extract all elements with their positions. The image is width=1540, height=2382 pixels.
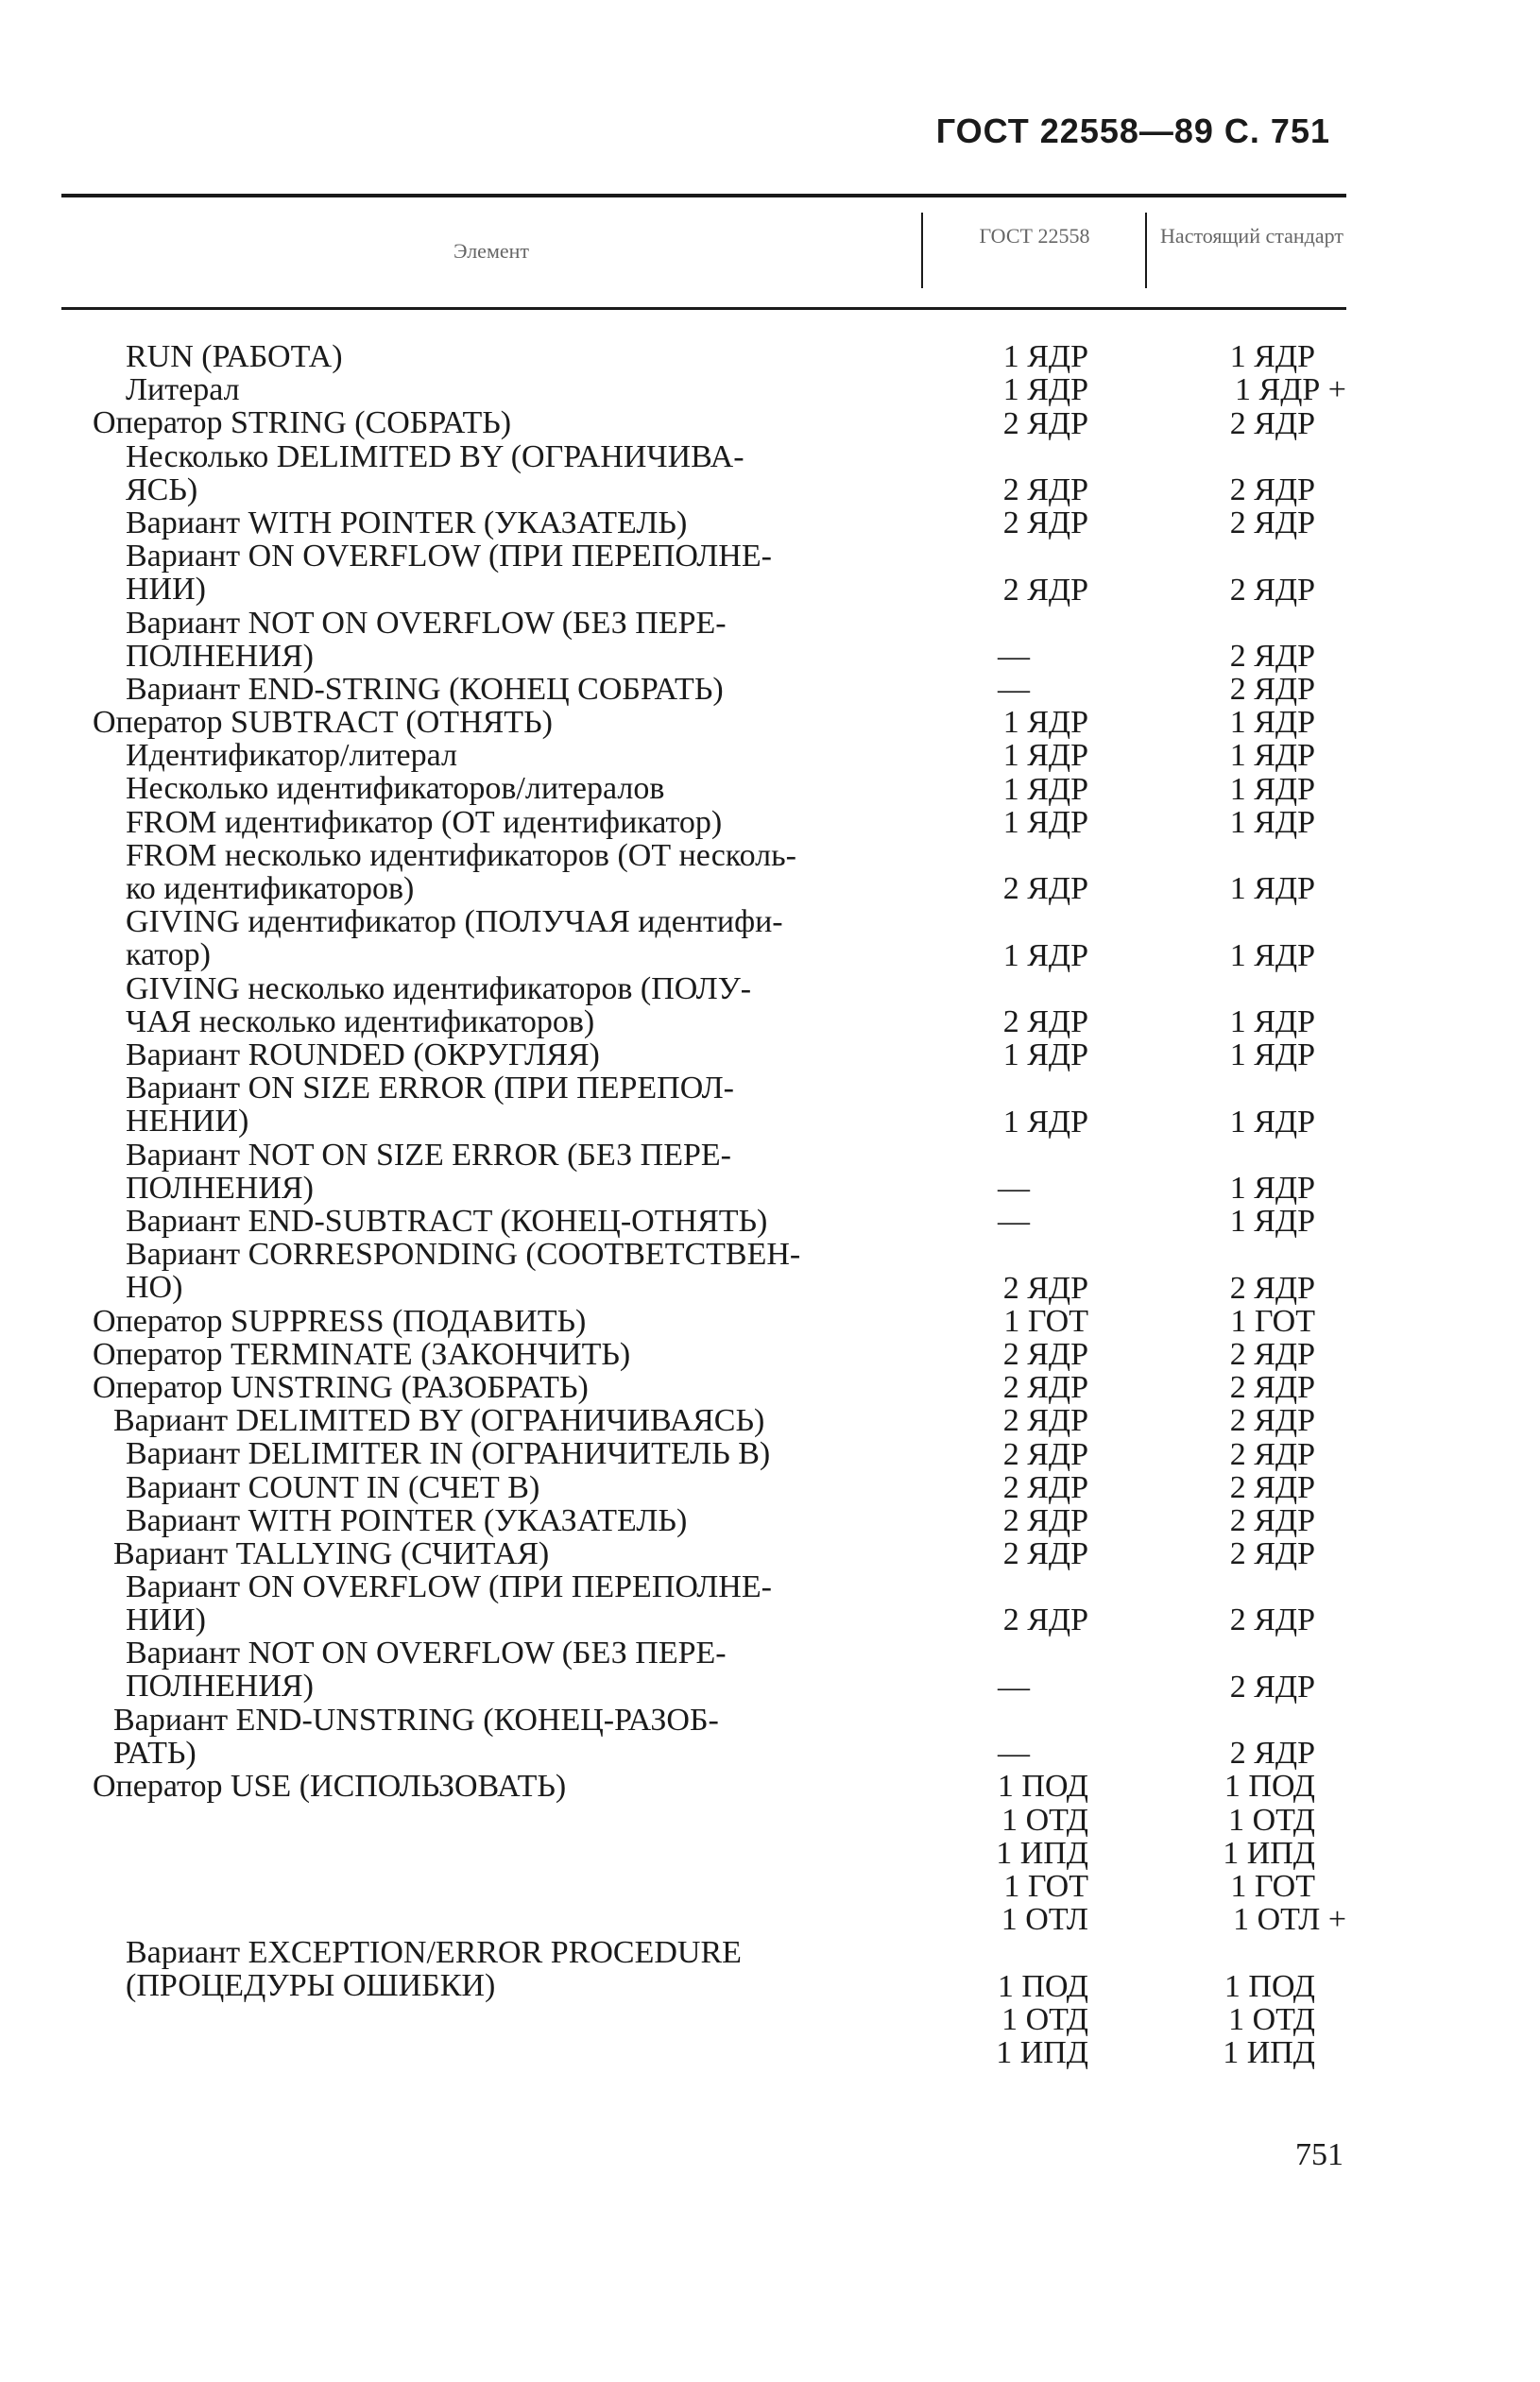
table-row	[0, 1504, 1540, 1537]
table-row	[0, 1038, 1540, 1071]
standard-level: 2 ЯДР	[1229, 638, 1315, 674]
table-row	[0, 373, 1540, 406]
page-number: 751	[1295, 2137, 1343, 2172]
gost-level: 1 ОТД	[1001, 1802, 1088, 1838]
table-row	[0, 1305, 1540, 1338]
gost-level: 2 ЯДР	[1002, 1336, 1088, 1372]
element-name-line: GIVING идентификатор (ПОЛУЧАЯ идентифи-	[126, 904, 783, 940]
gost-level: 1 ЯДР	[1002, 937, 1088, 973]
element-name-line: Оператор UNSTRING (РАЗОБРАТЬ)	[93, 1369, 589, 1405]
standard-level: 2 ЯДР	[1229, 1669, 1315, 1705]
standard-level: 2 ЯДР	[1229, 1602, 1315, 1638]
element-name	[126, 806, 722, 839]
element-name-line: Вариант CORRESPONDING (СООТВЕТСТВЕН-	[126, 1237, 801, 1273]
element-name-line: Вариант END-SUBTRACT (КОНЕЦ-ОТНЯТЬ)	[126, 1204, 768, 1239]
element-name	[126, 839, 796, 905]
table-row	[0, 540, 1540, 606]
gost-level: 2 ЯДР	[1002, 1403, 1088, 1439]
standard-level: 1 ЯДР +	[1235, 372, 1346, 408]
gost-level: 2 ЯДР	[1002, 1502, 1088, 1538]
element-name-line: ко идентификаторов)	[126, 870, 415, 906]
gost-level: 2 ЯДР	[1002, 1270, 1088, 1306]
element-name-line: FROM идентификатор (ОТ идентификатор)	[126, 804, 723, 840]
standard-level: 2 ЯДР	[1229, 1502, 1315, 1538]
table-row	[0, 506, 1540, 540]
element-name	[126, 1205, 767, 1238]
table-row	[0, 1704, 1540, 1770]
element-name-line: Оператор SUPPRESS (ПОДАВИТЬ)	[93, 1303, 587, 1339]
element-name-line: Идентификатор/литерал	[126, 738, 457, 774]
element-name	[126, 1637, 727, 1703]
gost-level: 1 ЯДР	[1002, 372, 1088, 408]
element-name	[126, 440, 744, 506]
standard-level: 1 ОТЛ +	[1233, 1902, 1346, 1938]
element-name-line: ПОЛНЕНИЯ)	[126, 1170, 314, 1206]
column-header-element: Элемент	[453, 239, 530, 263]
gost-level: —	[998, 638, 1030, 674]
table-row	[0, 1837, 1540, 1870]
table-row	[0, 673, 1540, 706]
standard-level: 2 ЯДР	[1229, 471, 1315, 507]
table-row	[0, 1404, 1540, 1437]
table-row	[0, 1471, 1540, 1504]
element-name	[93, 406, 511, 439]
element-name-line: Несколько DELIMITED BY (ОГРАНИЧИВА-	[126, 438, 744, 474]
element-name-line: Вариант NOT ON SIZE ERROR (БЕЗ ПЕРЕ-	[126, 1137, 731, 1173]
gost-level: 1 ЯДР	[1002, 705, 1088, 741]
element-name-line: Вариант NOT ON OVERFLOW (БЕЗ ПЕРЕ-	[126, 1636, 727, 1671]
standard-level: 2 ЯДР	[1229, 405, 1315, 441]
gost-level: 1 ЯДР	[1002, 771, 1088, 807]
element-name-line: Вариант WITH POINTER (УКАЗАТЕЛЬ)	[126, 1502, 688, 1538]
element-name-line: FROM несколько идентификаторов (ОТ несколь-	[126, 837, 796, 873]
standard-level: 1 ОТД	[1228, 1802, 1315, 1838]
gost-level: 1 ГОТ	[1003, 1303, 1088, 1339]
element-name-line: НИИ)	[126, 1602, 206, 1638]
standard-level: 2 ЯДР	[1229, 1336, 1315, 1372]
table-row	[0, 607, 1540, 673]
element-name-line: ЯСЬ)	[126, 471, 198, 507]
element-name-line: ПОЛНЕНИЯ)	[126, 638, 314, 674]
gost-level: 2 ЯДР	[1002, 1469, 1088, 1505]
table-row	[0, 1936, 1540, 2002]
element-name-line: НИИ)	[126, 572, 206, 608]
column-divider	[1145, 213, 1147, 288]
gost-level: 1 ЯДР	[1002, 1037, 1088, 1073]
element-name	[93, 1338, 630, 1371]
gost-level: 2 ЯДР	[1002, 1370, 1088, 1406]
standard-level: 2 ЯДР	[1229, 506, 1315, 541]
element-name-line: Вариант TALLYING (СЧИТАЯ)	[113, 1535, 550, 1571]
standard-level: 1 ЯДР	[1229, 1004, 1315, 1040]
table-header-rule	[61, 307, 1346, 310]
element-name-line: катор)	[126, 937, 211, 973]
table-row	[0, 839, 1540, 905]
gost-level: 1 ИПД	[996, 1835, 1088, 1871]
element-name-line: Оператор USE (ИСПОЛЬЗОВАТЬ)	[93, 1769, 567, 1805]
table-row	[0, 772, 1540, 805]
element-name-line: RUN (РАБОТА)	[126, 339, 343, 374]
element-name	[126, 340, 343, 373]
table-row	[0, 1205, 1540, 1238]
table-row	[0, 1903, 1540, 1936]
table-row	[0, 1071, 1540, 1138]
gost-level: —	[998, 1669, 1030, 1705]
element-name-line: РАТЬ)	[113, 1735, 197, 1771]
standard-level: 2 ЯДР	[1229, 1403, 1315, 1439]
standard-level: 1 ОТД	[1228, 2001, 1315, 2037]
element-name-line: НЕНИИ)	[126, 1104, 249, 1140]
gost-level: 1 ОТД	[1001, 2001, 1088, 2037]
standard-level: 1 ЯДР	[1229, 771, 1315, 807]
element-name-line: Вариант END-STRING (КОНЕЦ СОБРАТЬ)	[126, 671, 724, 707]
standard-level: 1 ЯДР	[1229, 1037, 1315, 1073]
element-name-line: Вариант NOT ON OVERFLOW (БЕЗ ПЕРЕ-	[126, 605, 727, 641]
gost-level: 2 ЯДР	[1002, 871, 1088, 907]
table-row	[0, 1139, 1540, 1205]
table-top-rule	[61, 194, 1346, 197]
table-row	[0, 1870, 1540, 1903]
gost-level: 1 ЯДР	[1002, 804, 1088, 840]
table-row	[0, 1537, 1540, 1570]
gost-level: 1 ЯДР	[1002, 339, 1088, 375]
element-name-line: Оператор TERMINATE (ЗАКОНЧИТЬ)	[93, 1336, 631, 1372]
standard-level: 2 ЯДР	[1229, 1469, 1315, 1505]
element-name-line: Несколько идентификаторов/литералов	[126, 771, 665, 807]
element-name-line: Оператор STRING (СОБРАТЬ)	[93, 405, 512, 441]
table-row	[0, 1570, 1540, 1637]
table-row	[0, 1437, 1540, 1470]
table-row	[0, 1371, 1540, 1404]
table-row	[0, 972, 1540, 1038]
element-name-line: Вариант ON OVERFLOW (ПРИ ПЕРЕПОЛНЕ-	[126, 1569, 772, 1605]
gost-level: 2 ЯДР	[1002, 506, 1088, 541]
gost-level: 1 ГОТ	[1003, 1869, 1088, 1904]
standard-level: 2 ЯДР	[1229, 1270, 1315, 1306]
gost-level: 2 ЯДР	[1002, 405, 1088, 441]
element-name-line: Вариант END-UNSTRING (КОНЕЦ-РАЗОБ-	[113, 1702, 719, 1738]
element-name-line: (ПРОЦЕДУРЫ ОШИБКИ)	[126, 1968, 496, 2004]
standard-level: 1 ЯДР	[1229, 339, 1315, 375]
element-name-line: Литерал	[126, 372, 240, 408]
element-name-line: ПОЛНЕНИЯ)	[126, 1669, 314, 1705]
element-name	[93, 1770, 566, 1803]
gost-level: —	[998, 672, 1030, 708]
element-name-line: Оператор SUBTRACT (ОТНЯТЬ)	[93, 705, 553, 741]
element-name	[126, 1038, 600, 1071]
standard-level: 2 ЯДР	[1229, 1436, 1315, 1472]
element-name	[126, 972, 751, 1038]
element-name	[126, 540, 772, 606]
table-row	[0, 706, 1540, 739]
element-name-line: Вариант EXCEPTION/ERROR PROCEDURE	[126, 1935, 742, 1971]
table-row	[0, 905, 1540, 971]
gost-level: 1 ОТЛ	[1001, 1902, 1088, 1938]
column-divider	[921, 213, 923, 288]
gost-level: —	[998, 1204, 1030, 1240]
gost-level: 2 ЯДР	[1002, 1436, 1088, 1472]
gost-level: 1 ПОД	[997, 1968, 1088, 2004]
element-name	[93, 1305, 586, 1338]
standard-level: 2 ЯДР	[1229, 1536, 1315, 1572]
gost-level: 1 ЯДР	[1002, 1104, 1088, 1140]
element-name	[126, 1936, 742, 2002]
standard-level: 1 ЯДР	[1229, 937, 1315, 973]
element-name-line: GIVING несколько идентификаторов (ПОЛУ-	[126, 970, 752, 1006]
gost-level: —	[998, 1736, 1030, 1772]
element-name	[113, 1537, 549, 1570]
standard-level: 1 ГОТ	[1230, 1869, 1315, 1904]
element-name	[126, 1437, 770, 1470]
element-name	[93, 706, 553, 739]
standard-level: 1 ГОТ	[1230, 1303, 1315, 1339]
table-row	[0, 1637, 1540, 1703]
standard-level: 1 ЯДР	[1229, 1104, 1315, 1140]
standard-level: 1 ЯДР	[1229, 1204, 1315, 1240]
element-name	[113, 1704, 719, 1770]
gost-level: 1 ЯДР	[1002, 738, 1088, 774]
column-header-gost: ГОСТ 22558	[979, 224, 1090, 248]
element-name	[126, 1071, 734, 1138]
table-row	[0, 1770, 1540, 1803]
standard-level: 1 ЯДР	[1229, 705, 1315, 741]
element-name	[126, 772, 664, 805]
table-row	[0, 1338, 1540, 1371]
table-row	[0, 739, 1540, 772]
element-name	[93, 1371, 589, 1404]
element-name	[126, 1238, 800, 1304]
standard-level: 1 ЯДР	[1229, 871, 1315, 907]
page-header: ГОСТ 22558—89 С. 751	[935, 111, 1330, 150]
table-row	[0, 806, 1540, 839]
standard-level: 2 ЯДР	[1229, 672, 1315, 708]
gost-level: 2 ЯДР	[1002, 1536, 1088, 1572]
standard-level: 1 ЯДР	[1229, 1171, 1315, 1206]
standard-level: 1 ЯДР	[1229, 738, 1315, 774]
table-row	[0, 2003, 1540, 2036]
element-name	[126, 607, 727, 673]
element-name	[126, 1139, 731, 1205]
gost-level: 2 ЯДР	[1002, 1602, 1088, 1638]
table-row	[0, 406, 1540, 439]
element-name-line: Вариант COUNT IN (СЧЕТ В)	[126, 1469, 540, 1505]
element-name	[126, 506, 687, 540]
gost-level: 2 ЯДР	[1002, 471, 1088, 507]
gost-level: 2 ЯДР	[1002, 572, 1088, 608]
element-name-line: Вариант ROUNDED (ОКРУГЛЯЯ)	[126, 1037, 600, 1073]
element-name	[126, 739, 457, 772]
element-name	[126, 1570, 772, 1637]
element-name	[126, 373, 240, 406]
element-name-line: НО)	[126, 1270, 183, 1306]
element-name	[126, 673, 724, 706]
gost-level: 1 ИПД	[996, 2034, 1088, 2070]
element-name-line: Вариант ON OVERFLOW (ПРИ ПЕРЕПОЛНЕ-	[126, 539, 772, 574]
element-name	[113, 1404, 764, 1437]
gost-level: —	[998, 1171, 1030, 1206]
standard-level: 2 ЯДР	[1229, 572, 1315, 608]
standard-level: 1 ПОД	[1223, 1968, 1315, 2004]
gost-level: 2 ЯДР	[1002, 1004, 1088, 1040]
element-name-line: Вариант DELIMITED BY (ОГРАНИЧИВАЯСЬ)	[113, 1403, 765, 1439]
element-name	[126, 1504, 687, 1537]
standard-level: 1 ПОД	[1223, 1769, 1315, 1805]
table-row	[0, 1238, 1540, 1304]
element-name	[126, 1471, 539, 1504]
table-row	[0, 340, 1540, 373]
element-name-line: Вариант ON SIZE ERROR (ПРИ ПЕРЕПОЛ-	[126, 1071, 734, 1106]
element-name	[126, 905, 783, 971]
table-row	[0, 440, 1540, 506]
element-name-line: Вариант WITH POINTER (УКАЗАТЕЛЬ)	[126, 505, 688, 540]
standard-level: 1 ЯДР	[1229, 804, 1315, 840]
table-row	[0, 2036, 1540, 2069]
table-body	[0, 340, 1540, 2069]
element-name-line: Вариант DELIMITER IN (ОГРАНИЧИТЕЛЬ В)	[126, 1436, 771, 1472]
standard-level: 1 ИПД	[1223, 2034, 1315, 2070]
table-row	[0, 1803, 1540, 1836]
standard-level: 2 ЯДР	[1229, 1736, 1315, 1772]
column-header-standard: Настоящий стандарт	[1160, 224, 1343, 248]
standard-level: 2 ЯДР	[1229, 1370, 1315, 1406]
element-name-line: ЧАЯ несколько идентификаторов)	[126, 1003, 595, 1039]
standard-level: 1 ИПД	[1223, 1835, 1315, 1871]
gost-level: 1 ПОД	[997, 1769, 1088, 1805]
